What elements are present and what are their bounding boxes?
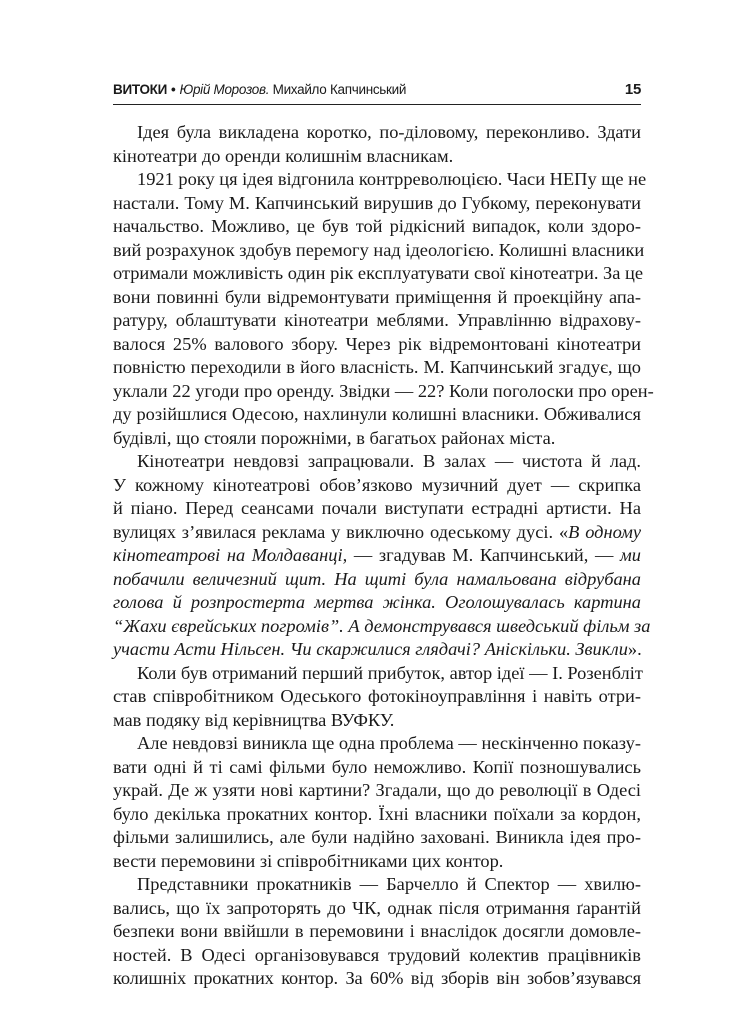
text-line: валося 25% валового збору. Через рік відремонтовані кінотеатри [113, 333, 641, 354]
text-line: Кінотеатри невдовзі запрацювали. В залах — чистота й лад. [137, 451, 641, 471]
text-line: колишніх прокатних контор. За 60% від зборів він зобов’язувався [113, 968, 641, 988]
text-segment: вулицях з’явилася реклама у виключно одеському дусі. « [113, 521, 569, 542]
text-line: став співробітником Одеського фотокіноуправління і навіть отри- [113, 686, 641, 706]
text-line: настали. Тому М. Капчинський вирушив до Губкому, переконувати [113, 192, 641, 213]
text-line [113, 591, 641, 615]
running-head-separator: • [171, 82, 176, 97]
text-line: отримали можливість один рік експлуатувати свої кінотеатри. За це [113, 263, 644, 283]
running-head [113, 82, 641, 106]
text-line: Ідея була викладена коротко, по-діловому, переконливо. Здати [137, 122, 641, 142]
text-line [113, 521, 641, 545]
text-line: Коли був отриманий перший прибуток, автор ідеї — І. Розенбліт [137, 662, 643, 683]
text-line: кінотеатри до оренди колишнім власникам. [113, 145, 454, 166]
page-number: 15 [624, 81, 641, 98]
text-line: У кожному кінотеатрові обов’язково музичний дует — скрипка [113, 474, 641, 495]
text-line: Представники прокатників — Барчелло й Спектор — хвилю- [137, 874, 641, 894]
quote-text: голова й розпростерта мертва жінка. Оголошувалась картина [113, 592, 641, 612]
quote-text: “Жахи єврейських погромів”. А демонструвався шведський фільм за [113, 615, 651, 636]
text-line: ду розійшлися Одесою, нахлинули колишні власники. Обживалися [113, 404, 641, 424]
text-line: вони повинні були відремонтувати приміщення й проекційну апа- [113, 286, 641, 307]
text-line: й піано. Перед сеансами почали виступати естрадні артисти. На [113, 498, 641, 518]
text-line: 1921 року ця ідея відгонила контрреволюцією. Часи НЕПу ще не [137, 169, 647, 189]
text-line: ностей. В Одесі організовувався трудовий колектив працівників [113, 944, 641, 965]
quote-text: участи Асти Нільсен. Чи скаржилися глядачі? Аніскільки. Звикли [113, 639, 628, 659]
text-line: уклали 22 угоди про оренду. Звідки — 22? Коли поголоски про орен- [113, 380, 654, 401]
quote-text: ми [620, 545, 641, 565]
quote-text: В одному [568, 521, 641, 542]
running-head-author: Юрій Морозов. [179, 82, 270, 97]
text-segment: — згадував М. Капчинський, — [347, 545, 621, 565]
text-line: повністю переходили в його власність. М. Капчинський згадує, що [113, 357, 641, 377]
text-line: ратуру, облаштувати кінотеатри меблями. Управлінню відрахову- [113, 310, 641, 330]
text-line: було декілька прокатних контор. Їхні власники поїхали за кордон, [113, 803, 641, 824]
body-text [113, 121, 654, 991]
quote-text: кінотеатрові на Молдаванці, [113, 545, 348, 565]
text-line [113, 615, 651, 639]
text-line: Але невдовзі виникла ще одна проблема — нескінченно показу- [137, 733, 641, 753]
text-line: вати одні й ті самі фільми було неможливо. Копії позношувались [113, 756, 641, 777]
text-line: начальство. Можливо, це був той рідкісний випадок, коли здоро- [113, 216, 641, 236]
header-rule [113, 104, 641, 105]
text-line [113, 638, 641, 662]
running-head-subject: Михайло Капчинський [272, 82, 407, 97]
text-line: вий розрахунок здобув перемогу над ідеологією. Колишні власники [113, 239, 645, 260]
text-line: вались, що їх запроторять до ЧК, однак після отримання ґарантій [113, 897, 641, 918]
quote-text: побачили величезний щит. На щиті була намальована відрубана [113, 568, 641, 589]
text-line: вести перемовини зі співробітниками цих контор. [113, 850, 504, 871]
running-head-section: ВИТОКИ [113, 82, 168, 97]
text-line [113, 568, 641, 592]
text-line: будівлі, що стояли порожніми, в багатьох районах міста. [113, 427, 556, 448]
text-segment: ». [627, 639, 642, 659]
text-line: фільми залишились, але були надійно заховані. Виникла ідея про- [113, 827, 641, 847]
text-line [113, 544, 641, 568]
text-line: украй. Де ж узяти нові картини? Згадали, що до революції в Одесі [113, 780, 641, 800]
text-line: мав подяку від керівництва ВУФКУ. [113, 709, 395, 730]
text-line: безпеки вони ввійшли в перемовини і внаслідок досягли домовле- [113, 921, 641, 941]
